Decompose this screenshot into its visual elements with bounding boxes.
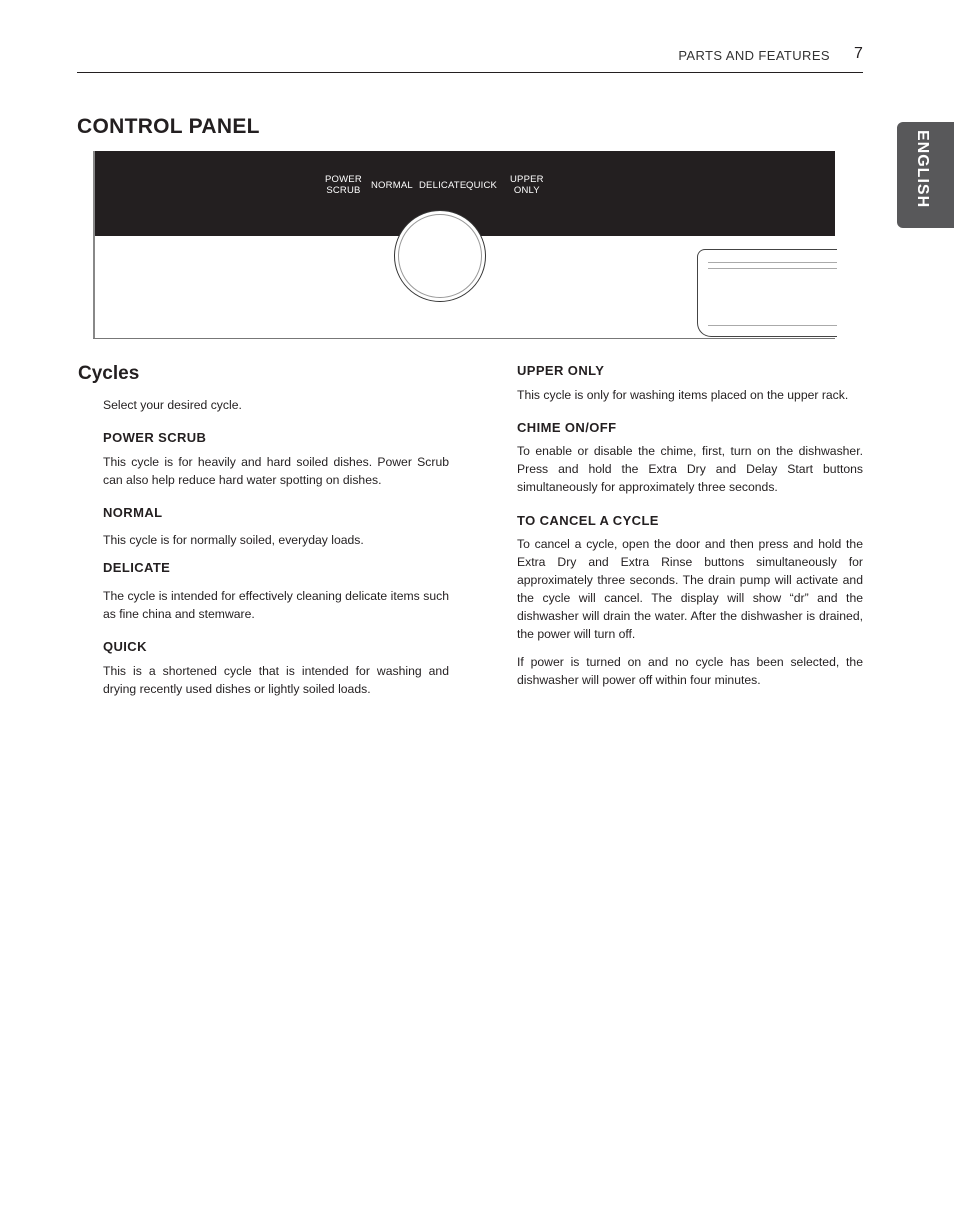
text-quick: This is a shortened cycle that is intended for washing and drying recently used dishes or lightly soiled loads. bbox=[103, 664, 449, 696]
text-normal: This cycle is for normally soiled, everyday loads. bbox=[103, 533, 364, 547]
running-header: PARTS AND FEATURES bbox=[678, 48, 830, 63]
page-number: 7 bbox=[854, 45, 863, 62]
language-tab bbox=[897, 122, 954, 228]
subheading-cancel-cycle: TO CANCEL A CYCLE bbox=[517, 513, 659, 528]
text-cancel-cycle: To cancel a cycle, open the door and then press and hold the Extra Dry and Extra Rinse buttons simultaneously for approximately three seconds. The drain pump will activate and the cycle will cancel. The display will show “dr” and the dishwasher will drain the water. After the dishwasher is drained, the power will turn off. bbox=[517, 537, 863, 641]
text-upper-only: This cycle is only for washing items placed on the upper rack. bbox=[517, 388, 849, 402]
subheading-delicate: DELICATE bbox=[103, 560, 171, 575]
control-panel-illustration bbox=[93, 151, 835, 339]
subheading-upper-only: UPPER ONLY bbox=[517, 363, 605, 378]
page-title: CONTROL PANEL bbox=[77, 115, 260, 138]
label-line: UPPER bbox=[510, 174, 544, 185]
label-upper-only bbox=[510, 174, 544, 196]
label-delicate: DELICATE bbox=[419, 180, 467, 191]
text-chime: To enable or disable the chime, first, turn on the dishwasher. Press and hold the Extra Dry and Delay Start buttons simultaneously for approximately three seconds. bbox=[517, 444, 863, 494]
language-tab-label: ENGLISH bbox=[914, 130, 931, 209]
subheading-power-scrub: POWER SCRUB bbox=[103, 430, 207, 445]
subheading-quick: QUICK bbox=[103, 639, 147, 654]
label-line: POWER bbox=[325, 174, 362, 185]
label-line: ONLY bbox=[513, 185, 540, 196]
header-divider bbox=[77, 72, 863, 73]
panel-left-edge bbox=[93, 151, 95, 339]
section-heading-cycles: Cycles bbox=[78, 363, 140, 384]
cycles-intro: Select your desired cycle. bbox=[103, 398, 242, 412]
handle-edge-line bbox=[708, 325, 837, 326]
label-line: SCRUB bbox=[326, 185, 361, 196]
subheading-normal: NORMAL bbox=[103, 505, 163, 520]
text-auto-power-off: If power is turned on and no cycle has been selected, the dishwasher will power off within four minutes. bbox=[517, 655, 863, 687]
subheading-chime: CHIME ON/OFF bbox=[517, 420, 617, 435]
panel-bottom-edge bbox=[93, 338, 835, 340]
handle-edge-line bbox=[708, 268, 837, 269]
label-power-scrub bbox=[325, 174, 362, 196]
label-normal: NORMAL bbox=[371, 180, 413, 191]
door-handle bbox=[697, 249, 837, 337]
cycle-dial-rim bbox=[398, 214, 482, 298]
label-quick: QUICK bbox=[466, 180, 498, 191]
text-power-scrub: This cycle is for heavily and hard soiled dishes. Power Scrub can also help reduce hard water spotting on dishes. bbox=[103, 455, 449, 487]
text-delicate: The cycle is intended for effectively cleaning delicate items such as fine china and stemware. bbox=[103, 589, 449, 621]
handle-edge-line bbox=[708, 262, 837, 263]
cycle-dial bbox=[394, 210, 486, 302]
